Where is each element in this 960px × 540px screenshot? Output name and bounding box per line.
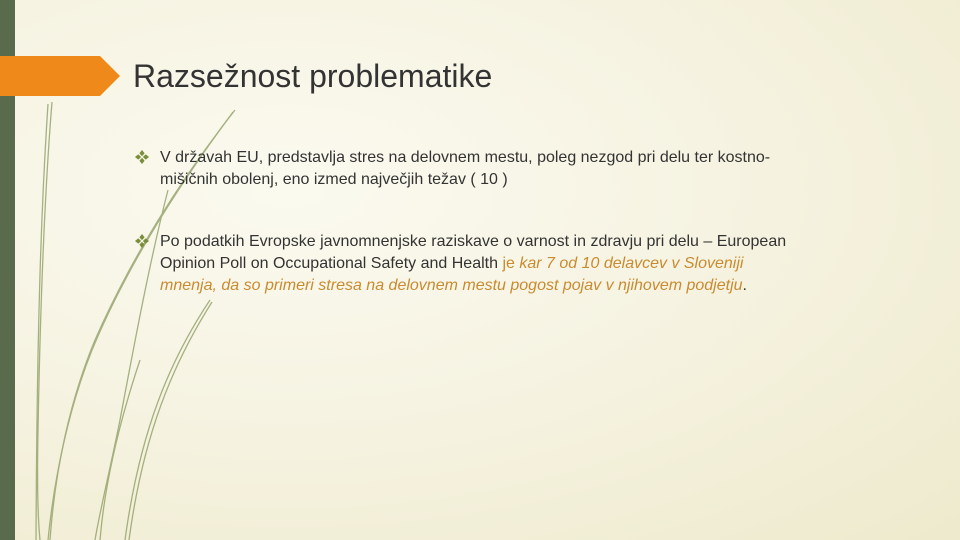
bullet-list	[134, 147, 794, 297]
title-accent-tab	[0, 56, 120, 96]
bullet-text: V državah EU, predstavlja stres na delovnem mestu, poleg nezgod pri delu ter kostno-mišičnih obolenj, eno izmed največjih težav ( 10 )	[160, 149, 771, 188]
slide-title: Razsežnost problematike	[133, 58, 493, 94]
bullet-item-opinion-poll	[134, 231, 794, 297]
bullet-text: Po podatkih Evropske javnomnenjske raziskave o varnost in zdravju pri delu – European Opinion Poll on Occupational Safety and Health	[160, 233, 787, 272]
diamond-clover-icon	[134, 149, 150, 165]
bullet-highlight-text: je	[502, 255, 520, 272]
bullet-end-text: .	[742, 277, 747, 294]
diamond-clover-icon	[134, 233, 150, 249]
bullet-item-eu-stress	[134, 147, 794, 191]
bullet-highlight-italic-text: kar 7 od 10 delavcev v Sloveniji mnenja, da so primeri stresa na delovnem mestu pogost pojav v njihovem podjetju	[160, 255, 744, 294]
